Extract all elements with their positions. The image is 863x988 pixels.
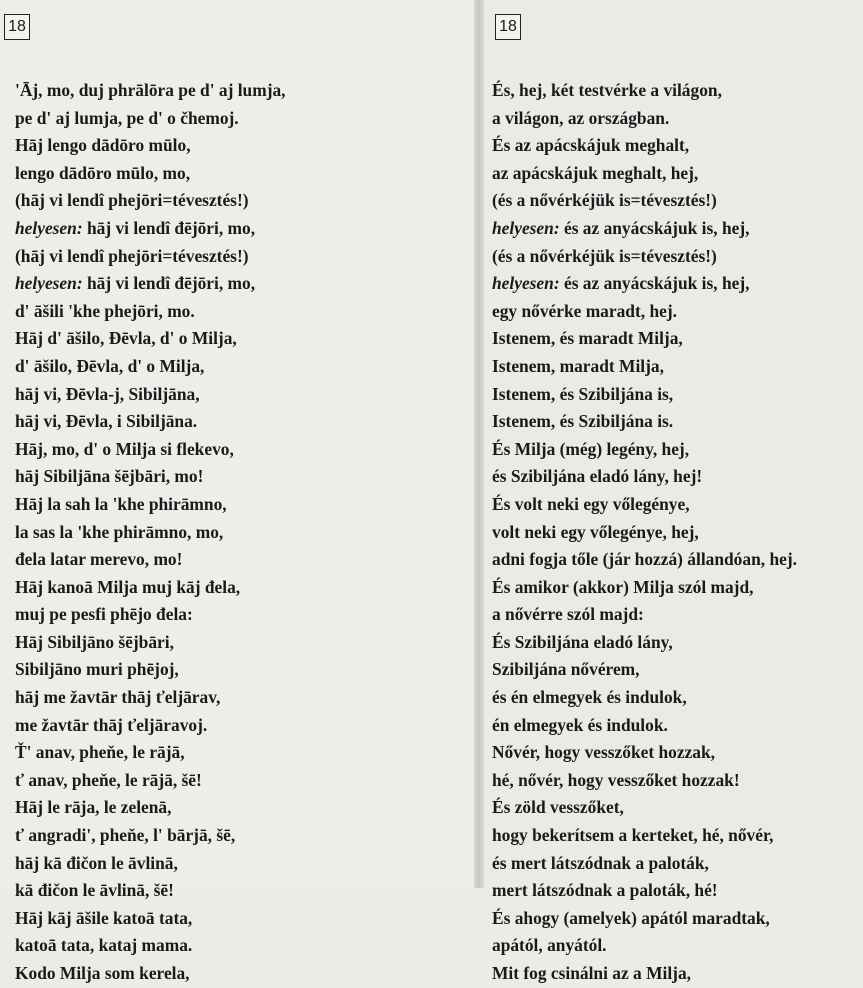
line-text: (hāj vi lendî phejōri=tévesztés!) bbox=[15, 245, 249, 266]
line-text: Hāj la sah la 'khe phirāmno, bbox=[15, 493, 227, 514]
text-line bbox=[492, 656, 797, 684]
line-text: katoā tata, kataj mama. bbox=[15, 935, 193, 956]
line-text: Nővér, hogy vesszőket hozzak, bbox=[492, 742, 716, 763]
line-text: egy nővérke maradt, hej. bbox=[492, 300, 677, 321]
text-line bbox=[15, 215, 286, 243]
line-text: Hāj le rāja, le zelenā, bbox=[15, 797, 172, 818]
line-text: És, hej, két testvérke a világon, bbox=[492, 80, 722, 100]
text-line bbox=[492, 325, 797, 353]
text-line bbox=[15, 325, 286, 353]
line-text: hogy bekerítsem a kerteket, hé, nővér, bbox=[492, 825, 774, 846]
line-text: Sibiljāno muri phējoj, bbox=[15, 659, 179, 680]
text-line bbox=[15, 822, 286, 850]
text-line bbox=[15, 656, 286, 684]
correction-label: helyesen: bbox=[492, 217, 560, 238]
text-line bbox=[15, 712, 286, 740]
text-line bbox=[492, 629, 797, 657]
text-line bbox=[15, 187, 286, 215]
text-line bbox=[492, 960, 797, 988]
left-page-text bbox=[15, 77, 286, 988]
text-line bbox=[15, 519, 286, 547]
line-text: Hāj Sibiljāno šējbāri, bbox=[15, 631, 174, 652]
line-text: az apácskájuk meghalt, hej, bbox=[492, 162, 699, 183]
line-text: lengo dādōro mūlo, mo, bbox=[15, 162, 191, 183]
line-text: És Szibiljána eladó lány, bbox=[492, 631, 673, 652]
line-text: és az anyácskájuk is, hej, bbox=[559, 273, 750, 294]
text-line bbox=[492, 684, 797, 712]
text-line bbox=[492, 905, 797, 933]
line-text: És zöld vesszőket, bbox=[492, 797, 624, 818]
text-line bbox=[492, 105, 797, 133]
line-text: (hāj vi lendî phejōri=tévesztés!) bbox=[15, 190, 249, 211]
line-text: Istenem, és Szibiljána is. bbox=[492, 411, 674, 432]
line-text: a nővérre szól majd: bbox=[492, 604, 644, 625]
text-line bbox=[15, 850, 286, 878]
right-page-text bbox=[492, 77, 797, 988]
text-line bbox=[492, 822, 797, 850]
text-line bbox=[492, 794, 797, 822]
text-line bbox=[492, 215, 797, 243]
text-line bbox=[492, 739, 797, 767]
text-line bbox=[15, 436, 286, 464]
line-text: mert látszódnak a paloták, hé! bbox=[492, 880, 718, 901]
text-line bbox=[15, 298, 286, 326]
line-text: Kodo Milja som kerela, bbox=[15, 963, 190, 983]
line-text: d' āšilo, Đēvla, d' o Milja, bbox=[15, 355, 205, 376]
text-line bbox=[492, 877, 797, 905]
text-line bbox=[15, 463, 286, 491]
correction-label: helyesen: bbox=[15, 217, 83, 238]
text-line bbox=[492, 436, 797, 464]
line-text: Ť' anav, pheňe, le rājā, bbox=[15, 742, 185, 763]
text-line bbox=[15, 767, 286, 795]
line-text: ť anav, pheňe, le rājā, šē! bbox=[15, 769, 202, 790]
text-line bbox=[15, 270, 286, 298]
line-text: đela latar merevo, mo! bbox=[15, 549, 183, 570]
line-text: és én elmegyek és indulok, bbox=[492, 687, 687, 708]
text-line bbox=[492, 574, 797, 602]
line-text: (és a nővérkéjük is=tévesztés!) bbox=[492, 245, 717, 266]
line-text: hāj Sibiljāna šējbāri, mo! bbox=[15, 466, 204, 487]
text-line bbox=[15, 105, 286, 133]
line-text: Hāj, mo, d' o Milja si flekevo, bbox=[15, 438, 234, 459]
line-text: hé, nővér, hogy vesszőket hozzak! bbox=[492, 769, 740, 790]
line-text: És Milja (még) legény, hej, bbox=[492, 438, 690, 459]
text-line bbox=[15, 739, 286, 767]
text-line bbox=[15, 77, 286, 105]
text-line bbox=[492, 132, 797, 160]
text-line bbox=[492, 160, 797, 188]
text-line bbox=[15, 243, 286, 271]
text-line bbox=[492, 767, 797, 795]
text-line bbox=[492, 77, 797, 105]
line-text: hāj vi, Đēvla-j, Sibiljāna, bbox=[15, 383, 200, 404]
text-line bbox=[492, 491, 797, 519]
text-line bbox=[15, 905, 286, 933]
text-line bbox=[15, 877, 286, 905]
text-line bbox=[492, 932, 797, 960]
text-line bbox=[15, 629, 286, 657]
text-line bbox=[15, 381, 286, 409]
line-text: hāj vi lendî đējōri, mo, bbox=[82, 217, 256, 238]
line-text: a világon, az országban. bbox=[492, 107, 670, 128]
text-line bbox=[15, 794, 286, 822]
line-text: Istenem, és Szibiljána is, bbox=[492, 383, 674, 404]
line-text: (és a nővérkéjük is=tévesztés!) bbox=[492, 190, 717, 211]
line-text: ť angradi', pheňe, l' bārjā, šē, bbox=[15, 825, 236, 846]
text-line bbox=[15, 601, 286, 629]
text-line bbox=[15, 132, 286, 160]
text-line bbox=[492, 381, 797, 409]
text-line bbox=[15, 546, 286, 574]
line-text: kā đičon le āvlinā, šē! bbox=[15, 880, 174, 901]
text-line bbox=[15, 408, 286, 436]
line-text: la sas la 'khe phirāmno, mo, bbox=[15, 521, 224, 542]
line-text: hāj vi lendî đējōri, mo, bbox=[82, 273, 256, 294]
line-text: d' āšili 'khe phejōri, mo. bbox=[15, 300, 195, 321]
book-gutter bbox=[474, 0, 484, 888]
line-text: És amikor (akkor) Milja szól majd, bbox=[492, 576, 754, 597]
text-line bbox=[15, 491, 286, 519]
left-page-number: 18 bbox=[4, 14, 30, 40]
line-text: És ahogy (amelyek) apától maradtak, bbox=[492, 907, 770, 928]
correction-label: helyesen: bbox=[492, 273, 560, 294]
text-line bbox=[15, 353, 286, 381]
text-line bbox=[15, 932, 286, 960]
line-text: és Szibiljána eladó lány, hej! bbox=[492, 466, 703, 487]
text-line bbox=[492, 850, 797, 878]
text-line bbox=[492, 463, 797, 491]
line-text: 'Āj, mo, duj phrālōra pe d' aj lumja, bbox=[15, 80, 286, 100]
line-text: apától, anyától. bbox=[492, 935, 607, 956]
line-text: hāj kā đičon le āvlinā, bbox=[15, 852, 178, 873]
text-line bbox=[492, 712, 797, 740]
line-text: me žavtār thāj ťeljāravoj. bbox=[15, 714, 208, 735]
text-line bbox=[492, 298, 797, 326]
text-line bbox=[492, 601, 797, 629]
line-text: Hāj kanoā Milja muj kāj đela, bbox=[15, 576, 241, 597]
line-text: és az anyácskájuk is, hej, bbox=[559, 217, 750, 238]
text-line bbox=[492, 353, 797, 381]
line-text: hāj vi, Đēvla, i Sibiljāna. bbox=[15, 411, 198, 432]
line-text: Szibiljána nővérem, bbox=[492, 659, 640, 680]
line-text: muj pe pesfi phējo đela: bbox=[15, 604, 193, 625]
line-text: És az apácskájuk meghalt, bbox=[492, 135, 690, 156]
text-line bbox=[492, 546, 797, 574]
right-page bbox=[484, 0, 863, 983]
line-text: Mit fog csinálni az a Milja, bbox=[492, 963, 691, 983]
text-line bbox=[15, 574, 286, 602]
line-text: pe d' aj lumja, pe d' o čhemoj. bbox=[15, 107, 239, 128]
text-line bbox=[492, 187, 797, 215]
correction-label: helyesen: bbox=[15, 273, 83, 294]
line-text: Istenem, és maradt Milja, bbox=[492, 328, 683, 349]
text-line bbox=[15, 684, 286, 712]
line-text: És volt neki egy vőlegénye, bbox=[492, 493, 690, 514]
text-line bbox=[492, 243, 797, 271]
line-text: Hāj d' āšilo, Đēvla, d' o Milja, bbox=[15, 328, 237, 349]
line-text: Hāj kāj āšile katoā tata, bbox=[15, 907, 193, 928]
line-text: én elmegyek és indulok. bbox=[492, 714, 668, 735]
right-page-number: 18 bbox=[495, 14, 521, 40]
line-text: Istenem, maradt Milja, bbox=[492, 355, 664, 376]
line-text: és mert látszódnak a paloták, bbox=[492, 852, 709, 873]
line-text: adni fogja tőle (jár hozzá) állandóan, hej. bbox=[492, 549, 797, 570]
line-text: volt neki egy vőlegénye, hej, bbox=[492, 521, 699, 542]
text-line bbox=[492, 408, 797, 436]
text-line bbox=[492, 270, 797, 298]
text-line bbox=[15, 960, 286, 988]
line-text: hāj me žavtār thāj ťeljārav, bbox=[15, 687, 221, 708]
line-text: Hāj lengo dādōro mūlo, bbox=[15, 135, 191, 156]
text-line bbox=[492, 519, 797, 547]
text-line bbox=[15, 160, 286, 188]
